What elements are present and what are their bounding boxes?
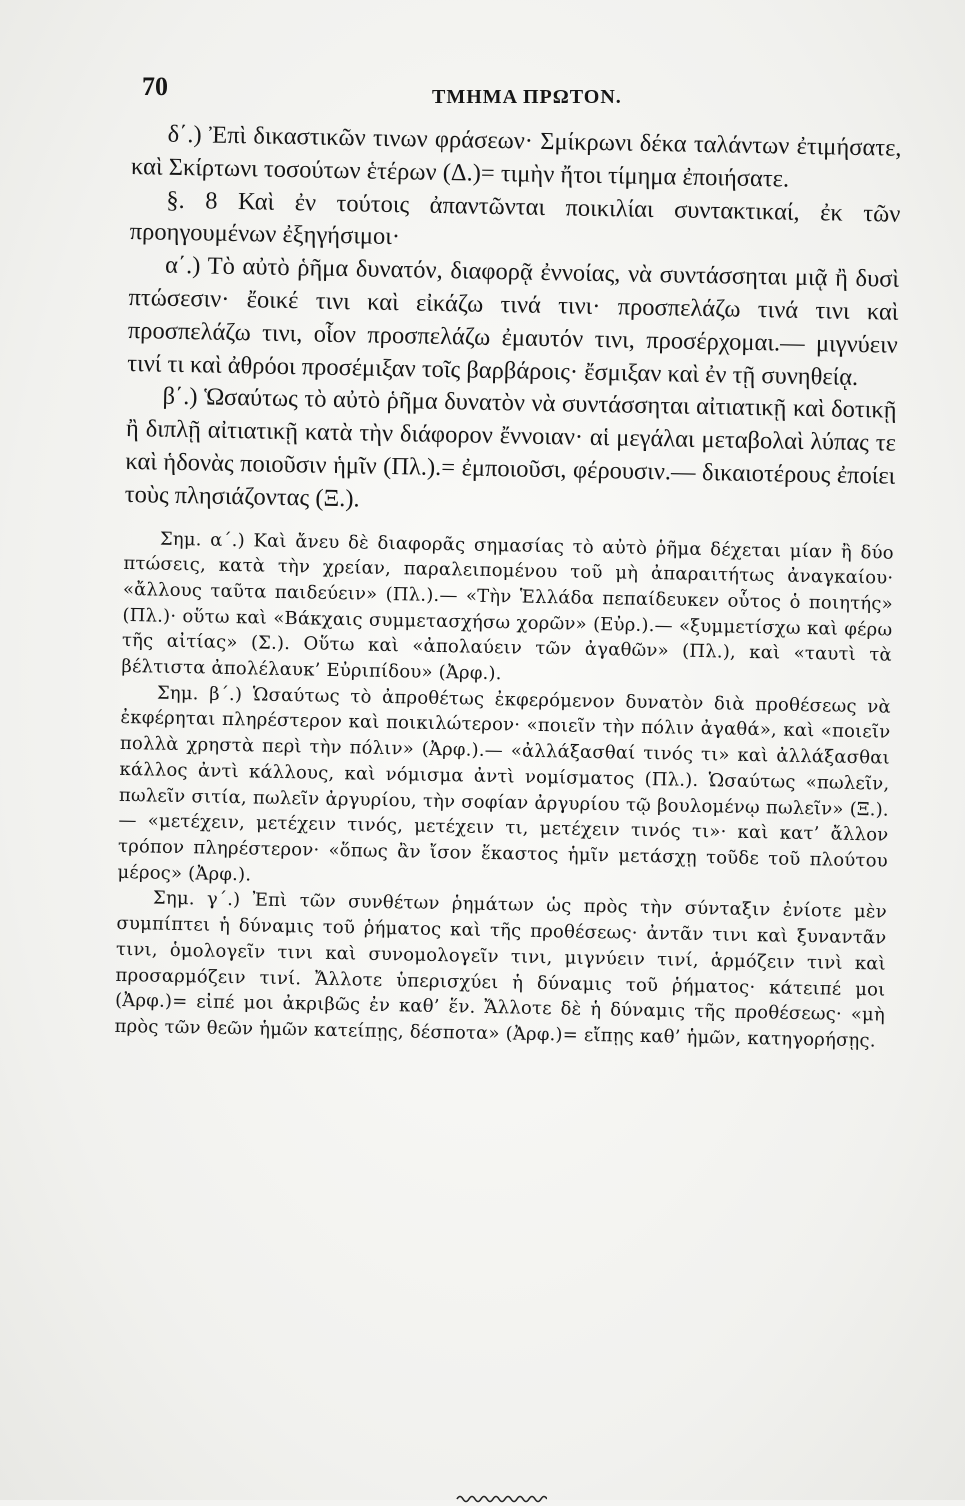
end-ornament-icon: [455, 1492, 547, 1506]
page-number: 70: [142, 72, 168, 101]
paragraph-section-8: §. 8 Καὶ ἐν τούτοις ἀπαντῶνται ποικιλίαι συντακτικαί, ἐκ τῶν προηγουμένων ἐξηγήσιμοι·: [129, 186, 901, 251]
note-alpha: Σημ. α΄.) Καὶ ἄνευ δὲ διαφορᾶς σημασίας τὸ αὐτὸ ῥῆμα δέχεται μίαν ἢ δύο πτώσεις, κατὰ τὴν χρείαν, παραλειπομένου τοῦ μὴ ἀπαραιτήτως ἀναγκαίου· «ἄλλους ταῦτα παιδεύειν» (Πλ.).— «Τὴν Ἑλλάδα πεπαίδευκεν οὗτος ὁ ποιητής» (Πλ.)· οὕτω καὶ «Βάκχαις συμμετασχήσω χορῶν» (Εὐρ.).— «ξυμμετίσχω καὶ φέρω τῆς αἰτίας» (Σ.). Οὕτω καὶ «ἀπολαύειν τῶν ἀγαθῶν» (Πλ.), καὶ «ταυτὶ τὰ βέλτιστα ἀπολέλαυκ’ Εὐριπίδου» (Ἀρφ.).: [121, 528, 894, 685]
notes-section: [114, 525, 894, 1054]
page-header: [142, 72, 895, 112]
note-beta: Σημ. β΄.) Ὡσαύτως τὸ ἀπροθέτως ἐκφερόμενον δυνατὸν διὰ προθέσεως νὰ ἐκφέρηται πληρέστερον καὶ ποικιλώτερον· «ποιεῖν τὴν πόλιν ἀγαθά», καὶ «ποιεῖν πολλὰ χρηστὰ περὶ τὴν πόλιν» (Ἀρφ.).— «ἀλλάξασθαί τινός τι» καὶ ἀλλάξασθαι κάλλος ἀντὶ κάλλους, καὶ νόμισμα ἀντὶ νομίσματος (Πλ.). Ὡσαύτως «πωλεῖν, πωλεῖν σιτία, πωλεῖν ἀργυρίου, τὴν σοφίαν ἀργυρίου τῷ βουλομένῳ πωλεῖν» (Ξ.).— «μετέχειν, μετέχειν τινός, μετέχειν τι, μετέχειν τινός τι»· καὶ κατ’ ἄλλον τρόπον πληρέστερον· «ὅπως ἂν ἴσον ἕκαστος ἡμῖν μετάσχῃ τοῦδε τοῦ πλούτου μέρος» (Ἀρφ.).: [117, 682, 892, 886]
main-text: [124, 118, 901, 526]
text-block: [114, 118, 902, 1054]
paragraph-beta: β΄.) Ὡσαύτως τὸ αὐτὸ ῥῆμα δυνατὸν νὰ συντάσσηται αἰτιατικῇ καὶ δοτικῇ ἢ διπλῇ αἰτιατικῇ κατὰ τὴν διάφορον ἔννοιαν· αἱ μεγάλαι μεταβολαὶ λύπας τε καὶ ἡδονὰς ποιοῦσιν ἡμῖν (Πλ.).= ἐμποιοῦσι, φέρουσιν.— δικαιοτέρους ἐποίει τοὺς πλησιάζοντας (Ξ.).: [124, 383, 897, 513]
running-title: ΤΜΗΜΑ ΠΡΩΤΟΝ.: [432, 86, 622, 108]
paragraph-delta: δ΄.) Ἐπὶ δικαστικῶν τινων φράσεων· Σμίκρωνι δέκα ταλάντων ἐτιμήσατε, καὶ Σκίρτωνι τοσούτων ἑτέρων (Δ.)= τιμὴν ἤτοι τίμημα ἐποιήσατε.: [130, 120, 902, 193]
note-gamma: Σημ. γ΄.) Ἐπὶ τῶν συνθέτων ῥημάτων ὡς πρὸς τὴν σύνταξιν ἐνίοτε μὲν συμπίπτει ἡ δύναμις τοῦ ῥήματος καὶ τῆς προθέσεως· ἀντᾶν τινι καὶ ξυναντᾶν τινι, ὁμολογεῖν τινι καὶ συνομολογεῖν τινι, μιγνύειν τινί, ἁρμόζειν τινὶ καὶ προσαρμόζειν τινί. Ἄλλοτε ὑπερισχύει ἡ δύναμις τοῦ ῥήματος· κάτειπέ μοι (Ἀρφ.)= εἰπέ μοι ἀκριβῶς ἐν καθ’ ἕν. Ἄλλοτε δὲ ἡ δύναμις τῆς προθέσεως· «μὴ πρὸς τῶν θεῶν ἡμῶν κατείπῃς, δέσποτα» (Ἀρφ.)= εἴπῃς καθ’ ἡμῶν, κατηγορήσῃς.: [114, 887, 888, 1052]
paragraph-alpha: α΄.) Τὸ αὐτὸ ῥῆμα δυνατόν, διαφορᾷ ἐννοίας, νὰ συντάσσηται μιᾷ ἢ δυσὶ πτώσεσιν· ἔοικέ τινι καὶ εἰκάζω τινά τινι· προσπελάζω τινά τινι καὶ προσπελάζω τινι, οἷον προσπελάζω ἐμαυτόν τινι, προσέρχομαι.— μιγνύειν τινί τι καὶ ἀθρόοι προσέμιξαν τοῖς βαρβάροις· ἔσμιξαν καὶ ἐν τῇ συνηθείᾳ.: [127, 251, 900, 391]
